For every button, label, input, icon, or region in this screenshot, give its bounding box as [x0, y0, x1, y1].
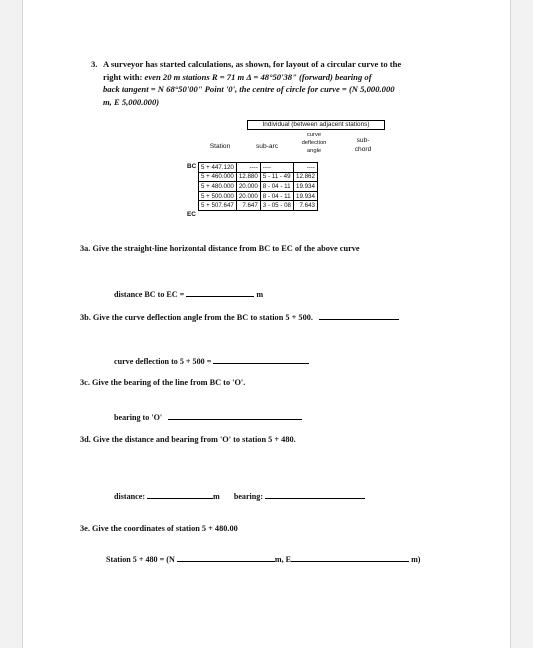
- col-station-header: Station: [209, 143, 231, 150]
- col-subchord-header: [340, 136, 386, 154]
- table-cell-deflection: 8 - 04 - 11: [260, 191, 293, 201]
- answer-3a-label: distance BC to EC =: [114, 290, 187, 299]
- table-row: [199, 201, 318, 211]
- col-deflection-header-1: curve: [306, 132, 322, 138]
- curve-table-grid: [198, 162, 318, 211]
- answer-3e-label: Station 5 + 480 = (N: [106, 555, 177, 564]
- answer-3e-mid: m, E: [274, 555, 292, 564]
- table-cell-deflection: 3 - 05 - 08: [260, 201, 293, 211]
- table-cell-subchord: 19.934: [294, 182, 318, 192]
- table-cell-subarc: ----: [236, 163, 260, 173]
- answer-3d-distance-unit: m: [213, 492, 220, 501]
- table-cell-station: 5 + 447.120: [199, 163, 237, 173]
- question-3e: 3e. Give the coordinates of station 5 + 480.00: [80, 524, 238, 533]
- question-3c: 3c. Give the bearing of the line from BC to 'O'.: [80, 378, 246, 387]
- q3-line-1: A surveyor has started calculations, as shown, for layout of a circular curve to the: [103, 59, 402, 69]
- table-cell-subarc: 20.000: [236, 182, 260, 192]
- table-cell-deflection: ----: [260, 163, 293, 173]
- table-cell-station: 5 + 480.000: [199, 182, 237, 192]
- distance-blank[interactable]: [147, 491, 213, 499]
- table-row: [199, 163, 318, 173]
- bearing-blank[interactable]: [265, 491, 365, 499]
- question-3b-text: 3b. Give the curve deflection angle from the BC to station 5 + 500.: [80, 313, 313, 322]
- table-cell-deflection: 5 - 11 - 49: [260, 172, 293, 182]
- table-cell-subchord: ----: [294, 163, 318, 173]
- question-3b-blank[interactable]: [319, 312, 399, 320]
- answer-3e: [106, 554, 421, 564]
- col-subchord-header-1: sub-: [356, 137, 370, 144]
- answer-3c-label: bearing to 'O': [114, 413, 163, 422]
- col-subarc-header: sub-arc: [256, 143, 278, 150]
- q3-line-4: [103, 96, 483, 109]
- answer-3a: [114, 289, 263, 299]
- q3-line-2a: right with:: [103, 71, 145, 82]
- answer-3d: [114, 491, 365, 501]
- q3-line-4-text: m, E 5,000.000): [103, 96, 160, 107]
- bc-label: BC: [187, 163, 197, 170]
- answer-3b: [114, 356, 309, 366]
- answer-3a-unit: m: [256, 290, 264, 299]
- table-row: [199, 182, 318, 192]
- northing-blank[interactable]: [177, 554, 275, 562]
- table-cell-subchord: 19.934: [294, 191, 318, 201]
- table-cell-subchord: 7.643: [294, 201, 318, 211]
- answer-3d-distance-label: distance:: [114, 492, 148, 501]
- question-3a: 3a. Give the straight-line horizontal distance from BC to EC of the above curve: [80, 244, 360, 253]
- bearing-to-o-blank[interactable]: [168, 412, 302, 420]
- table-cell-subchord: 12.862: [294, 172, 318, 182]
- q3-line-3-text: back tangent = N 68°50'00" Point '0', the centre of circle for curve = (N 5,000.000: [103, 84, 395, 95]
- table-cell-subarc: 20.000: [236, 191, 260, 201]
- answer-3b-label: curve deflection to 5 + 500 =: [114, 357, 214, 366]
- table-cell-subarc: 7.647: [236, 201, 260, 211]
- q3-line-2: [103, 71, 483, 84]
- answer-3c: [114, 412, 302, 422]
- document-page: [22, 0, 511, 648]
- question-number: 3.: [91, 59, 98, 69]
- q3-line-2b: even 20 m stations R = 71 m Δ = 48°50'38" (forward) bearing of: [144, 71, 372, 82]
- table-row: [199, 191, 318, 201]
- question-3d: 3d. Give the distance and bearing from 'O' to station 5 + 480.: [80, 435, 296, 444]
- table-group-header: Individual (between adjacent stations): [247, 120, 385, 130]
- easting-blank[interactable]: [291, 554, 409, 562]
- table-cell-station: 5 + 500.000: [199, 191, 237, 201]
- ec-label: EC: [187, 211, 196, 218]
- answer-3e-end: m): [411, 555, 421, 564]
- curve-deflection-blank[interactable]: [213, 356, 309, 364]
- table-cell-station: 5 + 460.000: [199, 172, 237, 182]
- table-cell-station: 5 + 507.647: [199, 201, 237, 211]
- question-3-text: [91, 58, 483, 108]
- answer-3d-bearing-label: bearing:: [233, 492, 266, 501]
- col-subchord-header-2: chord: [354, 146, 372, 153]
- table-cell-deflection: 8 - 04 - 11: [260, 182, 293, 192]
- col-deflection-header: [288, 131, 340, 155]
- table-cell-subarc: 12.880: [236, 172, 260, 182]
- col-deflection-header-2: deflection: [301, 140, 327, 146]
- distance-bc-ec-blank[interactable]: [186, 289, 254, 297]
- question-3b: [80, 312, 399, 322]
- table-row: [199, 172, 318, 182]
- q3-line-3: [103, 83, 483, 96]
- col-deflection-header-3: angle: [306, 148, 322, 154]
